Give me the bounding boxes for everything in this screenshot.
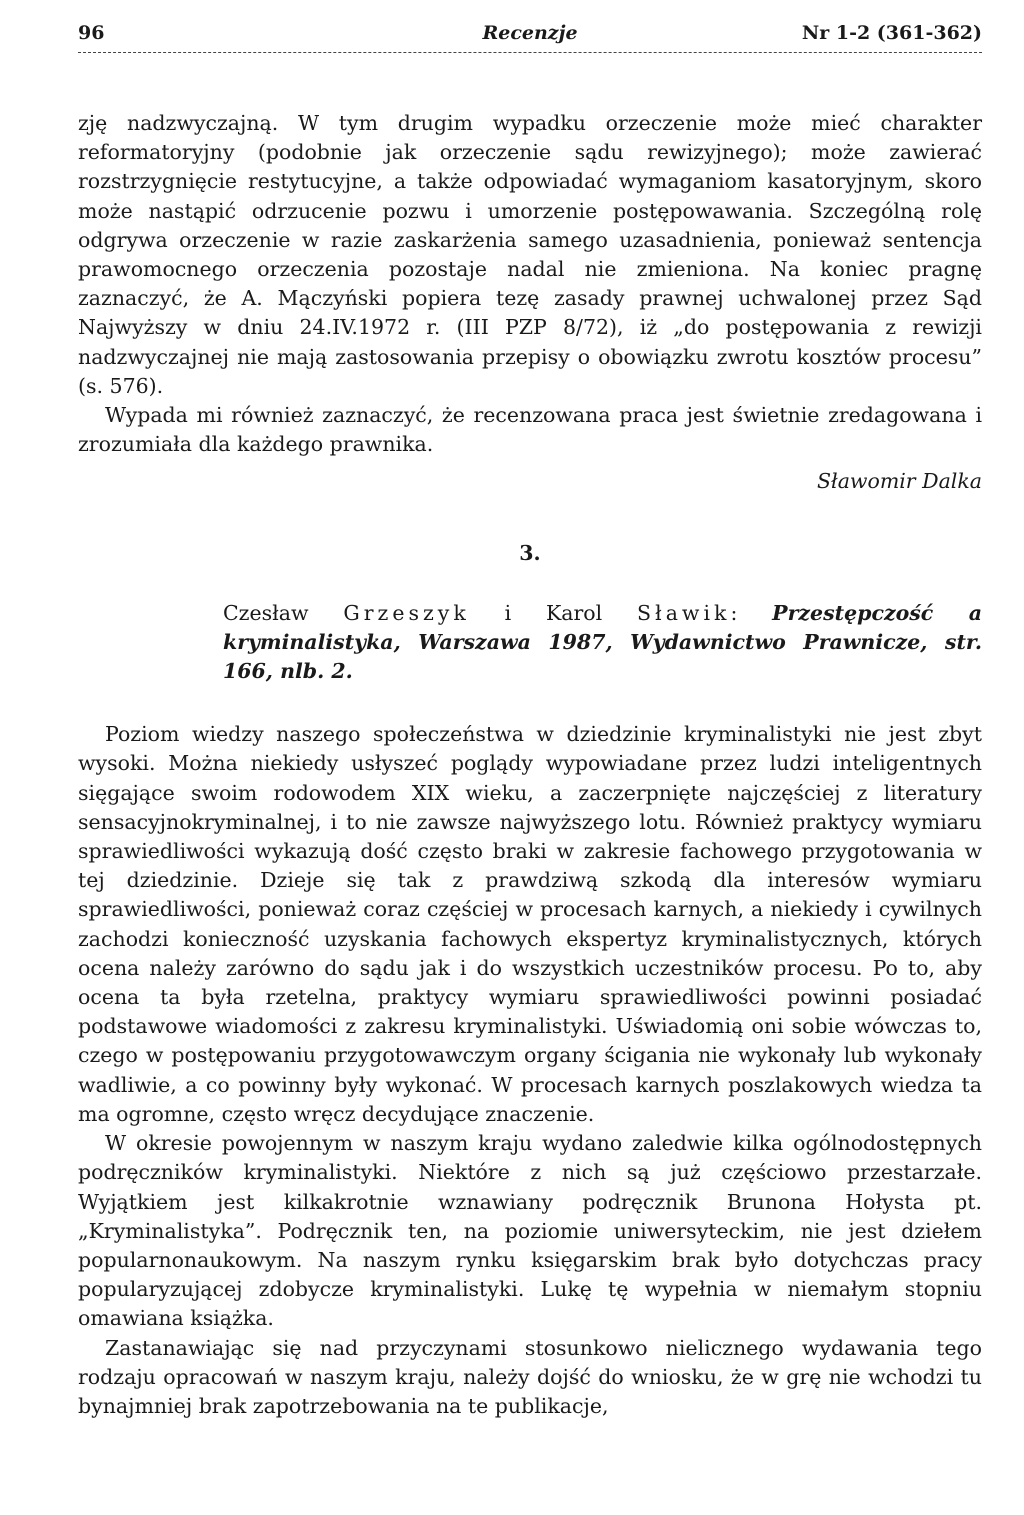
review-body: [78, 720, 982, 1421]
page-number: 96: [78, 22, 105, 44]
paragraph: zję nadzwyczajną. W tym drugim wypadku orzeczenie może mieć charakter reformatoryjny (podobnie jak orzeczenie sądu rewizyjnego); może zawierać rozstrzygnięcie restytucyjne, a także odpowiadać wymaganiom kasatoryjnym, skoro może nastąpić odrzucenie pozwu i umorzenie postępowawania. Szczególną rolę odgrywa orzeczenie w razie zaskarżenia samego uzasadnienia, ponieważ sentencja prawomocnego orzeczenia pozostaje nadal nie zmieniona. Na koniec pragnę zaznaczyć, że A. Mączyński popiera tezę zasady prawnej uchwalonej przez Sąd Najwyższy w dniu 24.IV.1972 r. (III PZP 8/72), iż „do postępowania z rewizji nadzwyczajnej nie mają zastosowania przepisy o obowiązku zwrotu kosztów procesu” (s. 576).: [78, 111, 982, 398]
review-number: 3.: [519, 540, 541, 565]
running-head: [78, 20, 982, 53]
journal-section: Recenzje: [482, 22, 578, 44]
paragraph: W okresie powojennym w naszym kraju wydano zaledwie kilka ogólnodostępnych podręczników kryminalistyki. Niektóre z nich są już częściowo przestarzałe. Wyjątkiem jest kilkakrotnie wznawiany podręcznik Brunona Hołysta pt. „Kryminalistyka”. Podręcznik ten, na poziomie uniwersyteckim, nie jest dziełem popularnonaukowym. Na naszym rynku księgarskim brak było dotychczas pracy popularyzującej zdobycze kryminalistyki. Lukę tę wypełnia w niemałym stopniu omawiana książka.: [78, 1131, 982, 1331]
bib-colon: :: [730, 600, 773, 625]
bib-conjunction: i Karol: [469, 600, 637, 625]
bib-prefix: Czesław: [223, 600, 344, 625]
reviewer-signature: Sławomir Dalka: [817, 469, 982, 494]
journal-page: [78, 20, 982, 1421]
issue-number: Nr 1-2 (361-362): [801, 22, 982, 44]
paragraph: Zastanawiając się nad przyczynami stosunkowo nielicznego wydawania tego rodzaju opracowań w naszym kraju, należy dojść do wniosku, że w grę nie wchodzi tu bynajmniej brak zapotrzebowania na te publikacje,: [78, 1335, 982, 1418]
author-surname: Sławik: [637, 600, 731, 625]
paragraph: Wypada mi również zaznaczyć, że recenzowana praca jest świetnie zredagowana i zrozumiała dla każdego prawnika.: [78, 403, 982, 457]
book-title: Przestępczość a kryminalistyka, Warszawa 1987, Wydawnictwo Prawnicze, str. 166, nlb. 2.: [223, 600, 982, 684]
bibliographic-entry: [223, 599, 982, 687]
paragraph: Poziom wiedzy naszego społeczeństwa w dziedzinie kryminalistyki nie jest zbyt wysoki. Można niekiedy usłyszeć poglądy wypowiadane przez ludzi inteligentnych sięgające swoim rodowodem XIX wieku, a zaczerpnięte najczęściej z literatury sensacyjnokryminalnej, i to nie zawsze najwyższego lotu. Również praktycy wymiaru sprawiedliwości wykazują dość często braki w zakresie fachowego przygotowania w tej dziedzinie. Dzieje się tak z prawdziwą szkodą dla interesów wymiaru sprawiedliwości, ponieważ coraz częściej w procesach karnych, a niekiedy i cywilnych zachodzi konieczność uzyskania fachowych ekspertyz kryminalistycznych, których ocena należy zarówno do sądu jak i do wszystkich uczestników procesu. Po to, aby ocena ta była rzetelna, praktycy wymiaru sprawiedliwości powinni posiadać podstawowe wiadomości z zakresu kryminalistyki. Uświadomią oni sobie wówczas to, czego w postępowaniu przygotowawczym organy ścigania nie wykonały lub wykonały wadliwie, a co powinny były wykonać. W procesach karnych poszlakowych wiedza ta ma ogromne, często wręcz decydujące znaczenie.: [78, 722, 982, 1126]
author-surname: Grzeszyk: [343, 600, 470, 625]
previous-review-text: [78, 109, 982, 459]
